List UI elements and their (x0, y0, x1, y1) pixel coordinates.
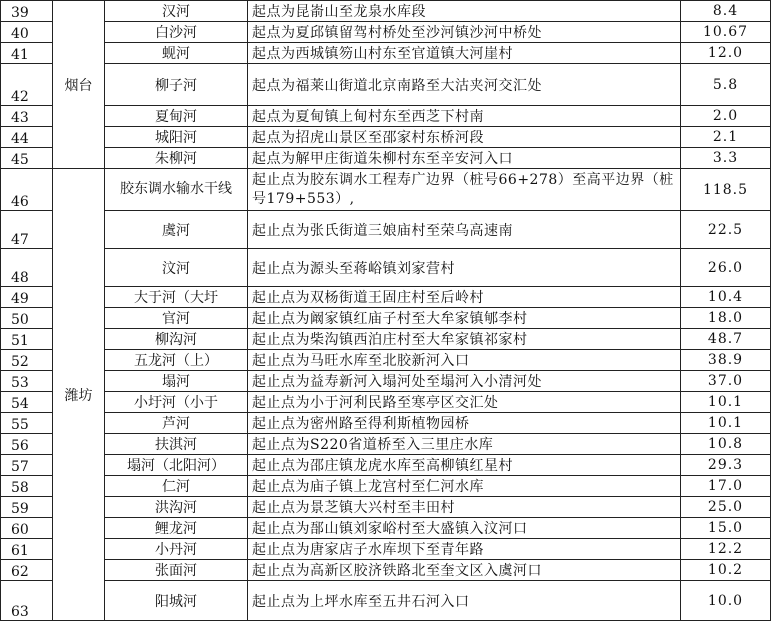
table-row (1, 539, 771, 560)
river-name: 五龙河（上） (105, 350, 248, 371)
table-row (1, 497, 771, 518)
table-row (1, 287, 771, 308)
river-name: 小丹河 (105, 539, 248, 560)
length-value: 48.7 (681, 329, 771, 350)
section-description: 起点为招虎山景区至邵家村东桥河段 (248, 127, 681, 148)
river-name: 蚬河 (105, 43, 248, 64)
section-description: 起止点为源头至蒋峪镇刘家营村 (248, 249, 681, 287)
city-cell: 烟台 (53, 1, 105, 169)
city-cell: 潍坊 (53, 169, 105, 621)
table-row (1, 249, 771, 287)
section-description: 起止点为高新区胶济铁路北至奎文区入虞河口 (248, 560, 681, 581)
length-value: 10.1 (681, 413, 771, 434)
length-value: 29.3 (681, 455, 771, 476)
section-description: 起止点为密州路至得利斯植物园桥 (248, 413, 681, 434)
river-name: 塌河 (105, 371, 248, 392)
row-number: 43 (1, 106, 53, 127)
river-name: 仁河 (105, 476, 248, 497)
row-number: 55 (1, 413, 53, 434)
length-value: 15.0 (681, 518, 771, 539)
river-name: 官河 (105, 308, 248, 329)
table-row (1, 43, 771, 64)
row-number: 52 (1, 350, 53, 371)
section-description: 起止点为邵庄镇龙虎水库至高柳镇红星村 (248, 455, 681, 476)
section-description: 起止点为S220省道桥至入三里庄水库 (248, 434, 681, 455)
river-name: 阳城河 (105, 581, 248, 621)
row-number: 53 (1, 371, 53, 392)
river-name: 柳子河 (105, 64, 248, 106)
row-number: 59 (1, 497, 53, 518)
section-description: 起止点为郚山镇刘家峪村至大盛镇入汶河口 (248, 518, 681, 539)
table-row (1, 169, 771, 211)
river-name: 胶东调水输水干线 (105, 169, 248, 211)
section-description: 起点为西城镇笏山村东至官道镇大河崖村 (248, 43, 681, 64)
river-name: 汉河 (105, 1, 248, 22)
length-value: 38.9 (681, 350, 771, 371)
river-name: 虞河 (105, 211, 248, 249)
table-row (1, 329, 771, 350)
table-row (1, 371, 771, 392)
section-description: 起止点为庙子镇上龙宫村至仁河水库 (248, 476, 681, 497)
row-number: 47 (1, 211, 53, 249)
row-number: 48 (1, 249, 53, 287)
table-row (1, 148, 771, 169)
row-number: 42 (1, 64, 53, 106)
river-name: 塌河（北阳河） (105, 455, 248, 476)
river-name: 小圩河（小于 (105, 392, 248, 413)
row-number: 54 (1, 392, 53, 413)
river-name: 鲤龙河 (105, 518, 248, 539)
length-value: 8.4 (681, 1, 771, 22)
table-row (1, 106, 771, 127)
length-value: 2.0 (681, 106, 771, 127)
row-number: 56 (1, 434, 53, 455)
section-description: 起止点为景芝镇大兴村至丰田村 (248, 497, 681, 518)
section-description: 起止点为唐家店子水库坝下至青年路 (248, 539, 681, 560)
section-description: 起止点为双杨街道王固庄村至后岭村 (248, 287, 681, 308)
table-row (1, 392, 771, 413)
row-number: 50 (1, 308, 53, 329)
section-description: 起止点为马旺水库至北胶新河入口 (248, 350, 681, 371)
section-description: 起止点为胶东调水工程寿广边界（桩号66+278）至高平边界（桩号179+553）, (248, 169, 681, 211)
table-row (1, 1, 771, 22)
section-description: 起止点为柴沟镇西泊庄村至大牟家镇祁家村 (248, 329, 681, 350)
table-row (1, 476, 771, 497)
section-description: 起止点为阚家镇红庙子村至大牟家镇郇李村 (248, 308, 681, 329)
table-row (1, 413, 771, 434)
row-number: 39 (1, 1, 53, 22)
length-value: 26.0 (681, 249, 771, 287)
length-value: 37.0 (681, 371, 771, 392)
row-number: 60 (1, 518, 53, 539)
river-name: 洪沟河 (105, 497, 248, 518)
row-number: 45 (1, 148, 53, 169)
row-number: 49 (1, 287, 53, 308)
section-description: 起点为夏甸镇上甸村东至西芝下村南 (248, 106, 681, 127)
section-description: 起点为夏邱镇留驾村桥处至沙河镇沙河中桥处 (248, 22, 681, 43)
section-description: 起止点为益寿新河入塌河处至塌河入小清河处 (248, 371, 681, 392)
row-number: 61 (1, 539, 53, 560)
table-row (1, 127, 771, 148)
river-name: 城阳河 (105, 127, 248, 148)
length-value: 3.3 (681, 148, 771, 169)
row-number: 51 (1, 329, 53, 350)
table-row (1, 455, 771, 476)
length-value: 12.2 (681, 539, 771, 560)
row-number: 46 (1, 169, 53, 211)
table-row (1, 350, 771, 371)
river-name: 夏甸河 (105, 106, 248, 127)
section-description: 起点为昆嵛山至龙泉水库段 (248, 1, 681, 22)
length-value: 10.2 (681, 560, 771, 581)
row-number: 41 (1, 43, 53, 64)
length-value: 2.1 (681, 127, 771, 148)
section-description: 起点为解甲庄街道朱柳村东至辛安河入口 (248, 148, 681, 169)
river-name: 汶河 (105, 249, 248, 287)
table-row (1, 211, 771, 249)
length-value: 10.1 (681, 392, 771, 413)
river-name: 扶淇河 (105, 434, 248, 455)
river-name: 张面河 (105, 560, 248, 581)
table-row (1, 308, 771, 329)
length-value: 10.4 (681, 287, 771, 308)
river-name: 朱柳河 (105, 148, 248, 169)
length-value: 18.0 (681, 308, 771, 329)
length-value: 12.0 (681, 43, 771, 64)
length-value: 118.5 (681, 169, 771, 211)
length-value: 10.67 (681, 22, 771, 43)
table-row (1, 518, 771, 539)
table-row (1, 434, 771, 455)
river-name: 大于河（大圩 (105, 287, 248, 308)
row-number: 63 (1, 581, 53, 621)
section-description: 起止点为上坪水库至五井石河入口 (248, 581, 681, 621)
row-number: 44 (1, 127, 53, 148)
section-description: 起点为福莱山街道北京南路至大沽夹河交汇处 (248, 64, 681, 106)
table-row (1, 22, 771, 43)
length-value: 22.5 (681, 211, 771, 249)
table-row (1, 64, 771, 106)
table-row (1, 560, 771, 581)
length-value: 17.0 (681, 476, 771, 497)
length-value: 5.8 (681, 64, 771, 106)
length-value: 10.8 (681, 434, 771, 455)
row-number: 40 (1, 22, 53, 43)
section-description: 起止点为张氏街道三娘庙村至荣乌高速南 (248, 211, 681, 249)
row-number: 58 (1, 476, 53, 497)
row-number: 57 (1, 455, 53, 476)
row-number: 62 (1, 560, 53, 581)
table-row (1, 581, 771, 621)
section-description: 起止点为小于河利民路至寒亭区交汇处 (248, 392, 681, 413)
river-name: 芦河 (105, 413, 248, 434)
river-name: 柳沟河 (105, 329, 248, 350)
length-value: 10.0 (681, 581, 771, 621)
river-name: 白沙河 (105, 22, 248, 43)
length-value: 25.0 (681, 497, 771, 518)
